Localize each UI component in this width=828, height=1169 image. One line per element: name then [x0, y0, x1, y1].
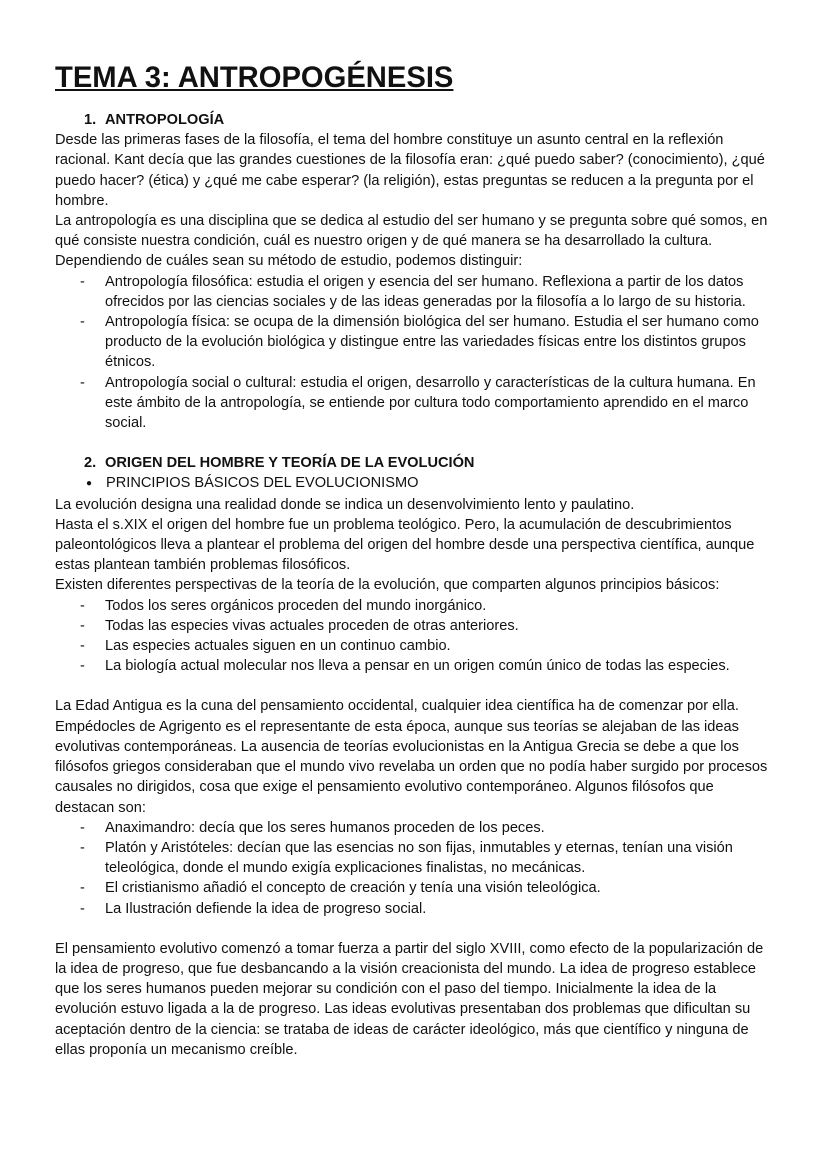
section-title: ORIGEN DEL HOMBRE Y TEORÍA DE LA EVOLUCIÓN — [105, 455, 475, 472]
subheading-text: PRINCIPIOS BÁSICOS DEL EVOLUCIONISMO — [106, 475, 419, 492]
principles-list — [55, 596, 774, 677]
dash-marker: - — [80, 617, 85, 634]
list-item-text: La biología actual molecular nos lleva a pensar en un origen común único de todas las especies. — [105, 658, 730, 675]
section-number: 1. — [84, 112, 97, 128]
philosophers-list — [55, 818, 774, 919]
paragraph: Existen diferentes perspectivas de la teoría de la evolución, que comparten algunos principios básicos: — [55, 577, 720, 594]
paragraph-closing: El pensamiento evolutivo comenzó a tomar fuerza a partir del siglo XVIII, como efecto de la popularización de la idea de progreso, que fue desbancando a la visión creacionista del mundo. La idea de progreso establece que los seres humanos pueden mejorar su condición con el paso del tiempo. Inicialmente la idea de la evolución estuvo ligada a la de progreso. Las ideas evolutivas presentaban dos problemas que dificultan su aceptación dentro de la ciencia: se trataba de ideas de carácter ideológico, más que científico y ninguna de ellas proponía un mecanismo creíble. — [55, 940, 764, 1058]
section-origen-del-hombre — [55, 453, 774, 1060]
dash-marker: - — [80, 880, 85, 897]
paragraph: La antropología es una disciplina que se dedica al estudio del ser humano y se pregunta sobre qué somos, en qué consiste nuestra condición, cuál es nuestro origen y de qué manera se ha desarrollado la cultura. Dependiendo de cuáles sean su método de estudio, podemos distinguir: — [55, 213, 768, 270]
section-title: ANTROPOLOGÍA — [105, 112, 225, 128]
list-item — [55, 656, 774, 676]
dash-marker: - — [80, 597, 85, 614]
section-antropologia — [55, 110, 774, 433]
list-item — [55, 838, 774, 878]
list-item-text: Antropología filosófica: estudia el origen y esencia del ser humano. Reflexiona a partir de los datos ofrecidos por las ciencias sociales y de las ideas generadas por la filosofía a lo largo de su historia. — [105, 273, 746, 310]
list-item-text: Anaximandro: decía que los seres humanos proceden de los peces. — [105, 819, 545, 836]
list-item — [55, 636, 774, 656]
spacer — [55, 676, 774, 696]
dash-marker: - — [80, 839, 85, 856]
dash-marker: - — [80, 273, 85, 290]
list-item-text: Todos los seres orgánicos proceden del mundo inorgánico. — [105, 597, 487, 614]
section-number: 2. — [84, 455, 97, 472]
subheading — [55, 473, 774, 494]
spacer — [55, 919, 774, 939]
dash-marker: - — [80, 658, 85, 675]
anthropology-types-list — [55, 272, 774, 434]
dash-marker: - — [80, 374, 85, 391]
list-item — [55, 596, 774, 616]
paragraph: La evolución designa una realidad donde se indica un desenvolvimiento lento y paulatino. — [55, 496, 635, 513]
list-item — [55, 878, 774, 898]
paragraph-antiquity: La Edad Antigua es la cuna del pensamiento occidental, cualquier idea científica ha de comenzar por ella. Empédocles de Agrigento es el representante de esta época, aunque sus teorías se alejaban de las ideas evolutivas contemporáneas. La ausencia de teorías evolucionistas en la Antigua Grecia se debe a que los filósofos griegos consideraban que el mundo vivo revelaba un orden que no podía haber surgido por procesos causales no dirigidos, cosa que exige el pensamiento evolutivo contemporáneo. Algunos filósofos que destacan son: — [55, 698, 768, 816]
list-item-text: Todas las especies vivas actuales proceden de otras anteriores. — [105, 617, 519, 634]
bullet-icon: ● — [86, 478, 93, 490]
dash-marker: - — [80, 819, 85, 836]
dash-marker: - — [80, 638, 85, 655]
list-item — [55, 272, 774, 312]
document-title: TEMA 3: ANTROPOGÉNESIS — [55, 62, 454, 94]
dash-marker: - — [80, 314, 85, 331]
paragraph: Hasta el s.XIX el origen del hombre fue un problema teológico. Pero, la acumulación de descubrimientos paleontológicos lleva a plantear el problema del origen del hombre desde una perspectiva científica, aunque estas plantean también problemas filosóficos. — [55, 516, 755, 574]
list-item-text: Las especies actuales siguen en un continuo cambio. — [105, 638, 451, 655]
list-item-text: Antropología social o cultural: estudia el origen, desarrollo y características de la cultura humana. En este ámbito de la antropología, se entiende por cultura todo comportamiento aprendido en el marco social. — [105, 374, 756, 432]
list-item-text: El cristianismo añadió el concepto de creación y tenía una visión teleológica. — [105, 880, 601, 897]
paragraph: Desde las primeras fases de la filosofía, el tema del hombre constituye un asunto central en la reflexión racional. Kant decía que las grandes cuestiones de la filosofía eran: ¿qué puedo saber? (conocimiento), ¿qué puedo hacer? (ética) y ¿qué me cabe esperar? (la religión), estas preguntas se reducen a la pregunta por el hombre. — [55, 132, 765, 209]
dash-marker: - — [80, 900, 85, 917]
list-item-text: La Ilustración defiende la idea de progreso social. — [105, 900, 427, 917]
list-item-text: Platón y Aristóteles: decían que las esencias no son fijas, inmutables y eternas, tenían una visión teleológica, donde el mundo exigía explicaciones finalistas, no mecánicas. — [105, 839, 733, 877]
list-item — [55, 312, 774, 373]
list-item — [55, 899, 774, 919]
list-item — [55, 818, 774, 838]
section-heading — [55, 453, 774, 473]
list-item — [55, 373, 774, 434]
list-item — [55, 616, 774, 636]
list-item-text: Antropología física: se ocupa de la dimensión biológica del ser humano. Estudia el ser humano como producto de la evolución biológica y distingue entre las variedades físicas entre los distintos grupos étnicos. — [105, 314, 759, 371]
section-heading — [55, 110, 774, 130]
